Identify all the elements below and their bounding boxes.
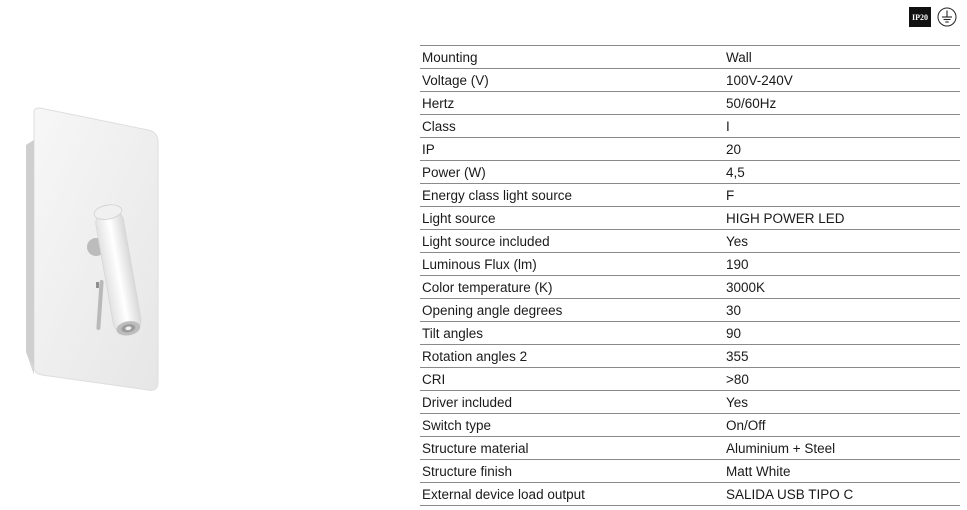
spec-label: Class [422, 118, 456, 134]
spec-value: 30 [726, 302, 742, 318]
spec-row [420, 253, 960, 276]
spec-row [420, 276, 960, 299]
spec-label: Voltage (V) [422, 72, 489, 88]
spec-row [420, 46, 960, 69]
spec-row [420, 138, 960, 161]
wall-lamp-usb-icon [0, 90, 230, 410]
spec-label: Switch type [422, 417, 492, 433]
spec-value: Yes [726, 394, 749, 410]
spec-value: 355 [726, 348, 749, 364]
ip-rating-badge: IP20 [909, 7, 931, 27]
spec-row [420, 414, 960, 437]
spec-row [420, 483, 960, 506]
spec-value: I [726, 118, 730, 134]
spec-label: Light source included [422, 233, 550, 249]
spec-value: 20 [726, 141, 742, 157]
spec-label: Mounting [422, 49, 478, 65]
spec-label: Opening angle degrees [422, 302, 563, 318]
spec-row [420, 368, 960, 391]
spec-table [420, 45, 960, 506]
spec-row [420, 391, 960, 414]
spec-value: Matt White [726, 463, 791, 479]
spec-row [420, 184, 960, 207]
spec-value: Wall [726, 49, 752, 65]
spec-row [420, 115, 960, 138]
spec-value: 4,5 [726, 164, 745, 180]
spec-row [420, 92, 960, 115]
spec-label: Color temperature (K) [422, 279, 553, 295]
certification-badges [909, 7, 957, 27]
spec-label: Rotation angles 2 [422, 348, 528, 364]
spec-label: External device load output [422, 486, 585, 502]
earth-ground-icon [937, 7, 957, 27]
spec-table-body [420, 46, 960, 506]
spec-row [420, 299, 960, 322]
spec-label: Structure finish [422, 463, 513, 479]
spec-label: CRI [422, 371, 446, 387]
spec-value: 90 [726, 325, 742, 341]
spec-label: Power (W) [422, 164, 486, 180]
spec-row [420, 345, 960, 368]
spec-row [420, 69, 960, 92]
spec-row [420, 207, 960, 230]
spec-row [420, 230, 960, 253]
spec-label: Luminous Flux (lm) [422, 256, 537, 272]
spec-label: Light source [422, 210, 496, 226]
spec-value: 3000K [726, 279, 766, 295]
spec-value: Yes [726, 233, 749, 249]
spec-row [420, 322, 960, 345]
spec-label: Tilt angles [422, 325, 484, 341]
spec-value: HIGH POWER LED [726, 210, 845, 226]
spec-value: F [726, 187, 735, 203]
spec-value: 50/60Hz [726, 95, 777, 111]
spec-value: On/Off [726, 417, 766, 433]
spec-label: Structure material [422, 440, 529, 456]
spec-value: 100V-240V [726, 72, 793, 88]
spec-row [420, 460, 960, 483]
spec-label: Driver included [422, 394, 513, 410]
spec-label: IP [422, 141, 435, 157]
spec-label: Energy class light source [422, 187, 573, 203]
spec-row [420, 161, 960, 184]
spec-value: Aluminium + Steel [726, 440, 836, 456]
spec-value: >80 [726, 371, 749, 387]
spec-label: Hertz [422, 95, 455, 111]
spec-value: SALIDA USB TIPO C [726, 486, 854, 502]
spec-value: 190 [726, 256, 749, 272]
spec-row [420, 437, 960, 460]
